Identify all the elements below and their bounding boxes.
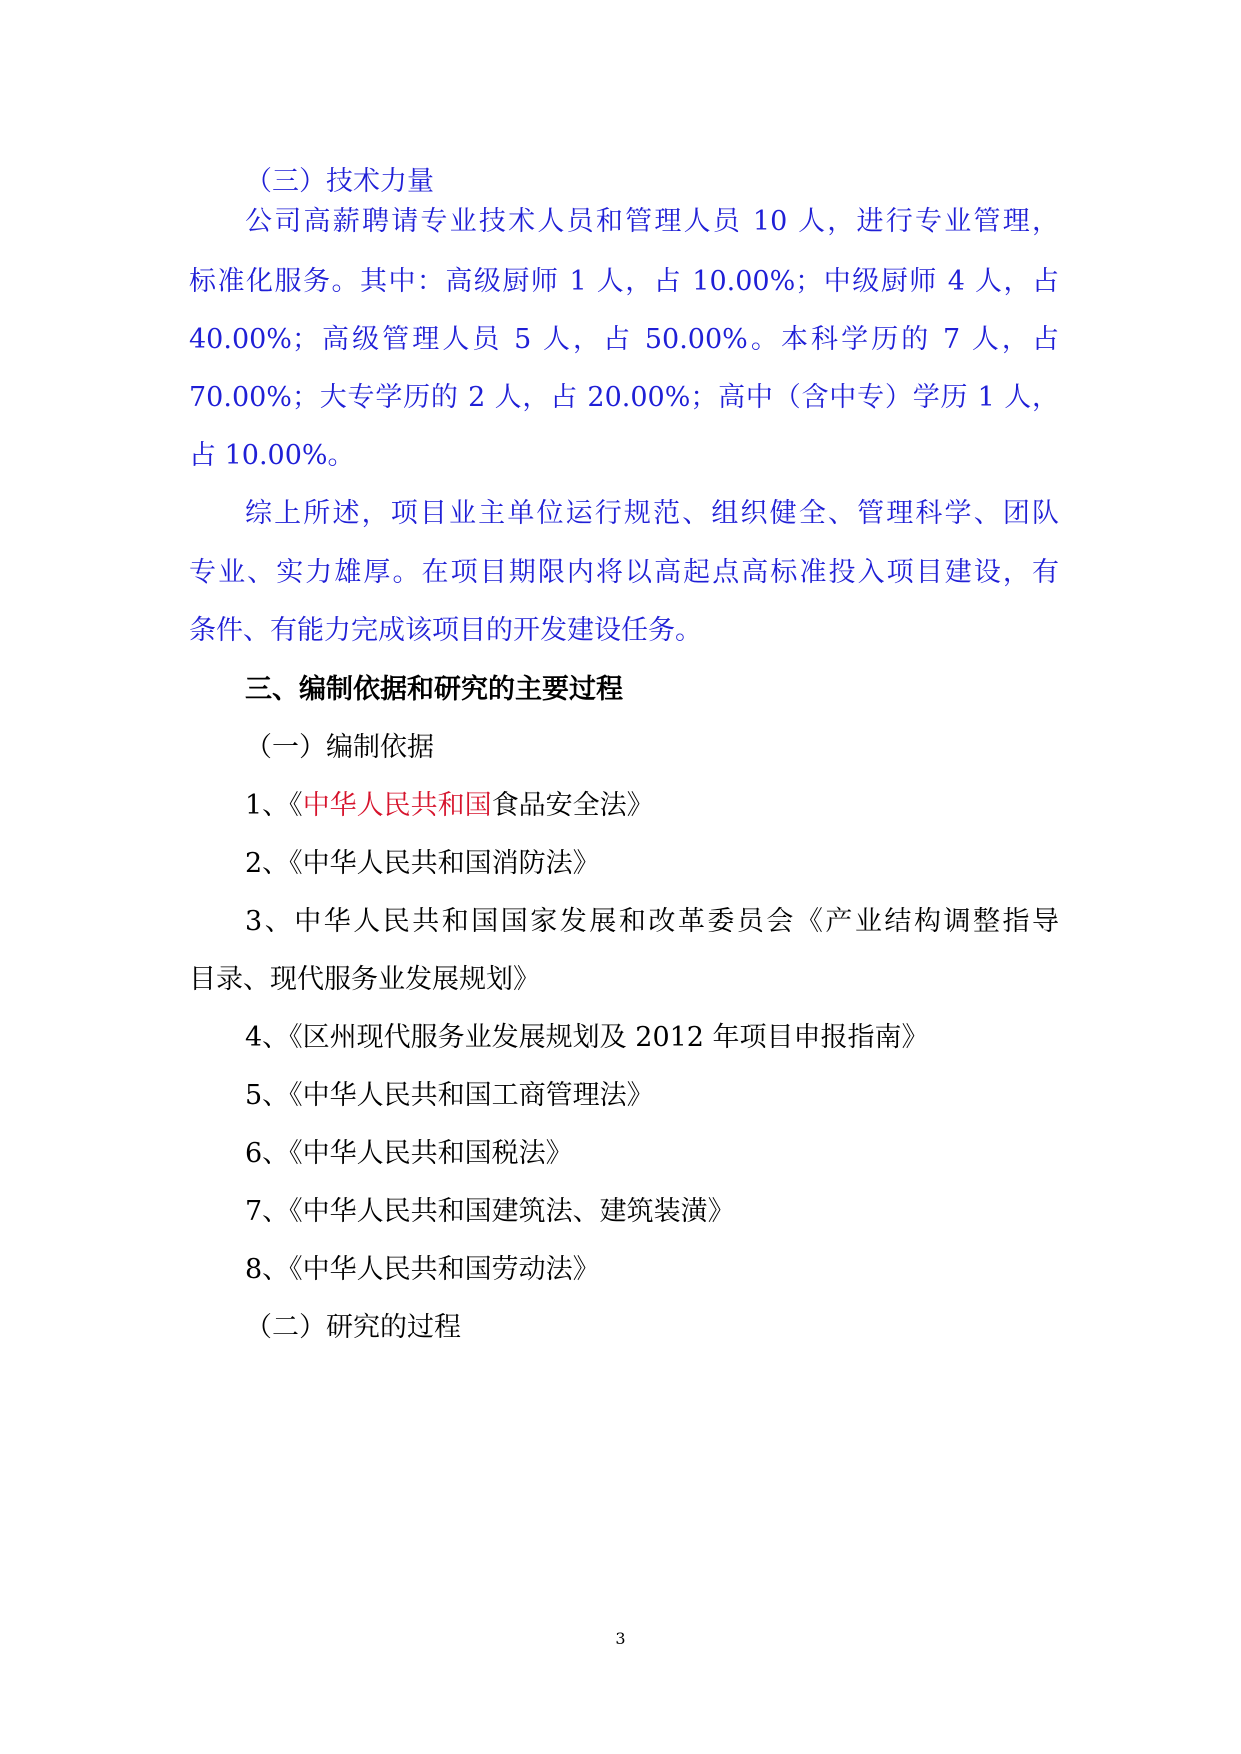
list-item: 3、中华人民共和国国家发展和改革委员会《产业结构调整指导 <box>245 906 1059 937</box>
list-item-suffix: 食品安全法》 <box>491 790 654 821</box>
paragraph-line: 公司高薪聘请专业技术人员和管理人员 10 人，进行专业管理， <box>245 206 1059 237</box>
list-item: 8、《中华人民共和国劳动法》 <box>245 1254 600 1285</box>
list-item: 7、《中华人民共和国建筑法、建筑装潢》 <box>245 1196 735 1227</box>
list-item: 5、《中华人民共和国工商管理法》 <box>245 1080 654 1111</box>
subsection-heading-process: （二）研究的过程 <box>245 1312 461 1343</box>
highlighted-text: 中华人民共和国 <box>302 790 492 821</box>
list-item: 4、《区州现代服务业发展规划及 2012 年项目申报指南》 <box>245 1022 929 1053</box>
paragraph-line: 70.00%；大专学历的 2 人，占 20.00%；高中（含中专）学历 1 人， <box>189 382 1059 413</box>
list-item: 2、《中华人民共和国消防法》 <box>245 848 600 879</box>
paragraph-line: 标准化服务。其中：高级厨师 1 人，占 10.00%；中级厨师 4 人，占 <box>189 266 1059 297</box>
paragraph-line: 40.00%；高级管理人员 5 人，占 50.00%。本科学历的 7 人，占 <box>189 324 1059 355</box>
list-item-prefix: 1、《 <box>245 790 303 821</box>
list-item: 6、《中华人民共和国税法》 <box>245 1138 573 1169</box>
page-number: 3 <box>615 1629 626 1648</box>
subsection-heading-basis: （一）编制依据 <box>245 732 434 763</box>
paragraph-line: 占 10.00%。 <box>189 440 355 471</box>
list-item-continuation: 目录、现代服务业发展规划》 <box>189 964 540 995</box>
summary-line: 条件、有能力完成该项目的开发建设任务。 <box>189 615 702 646</box>
summary-line: 综上所述，项目业主单位运行规范、组织健全、管理科学、团队 <box>245 498 1059 529</box>
chapter-heading: 三、编制依据和研究的主要过程 <box>245 674 623 705</box>
list-item <box>245 786 1059 826</box>
summary-line: 专业、实力雄厚。在项目期限内将以高起点高标准投入项目建设，有 <box>189 557 1059 588</box>
subsection-heading-tech-strength: （三）技术力量 <box>245 166 434 197</box>
